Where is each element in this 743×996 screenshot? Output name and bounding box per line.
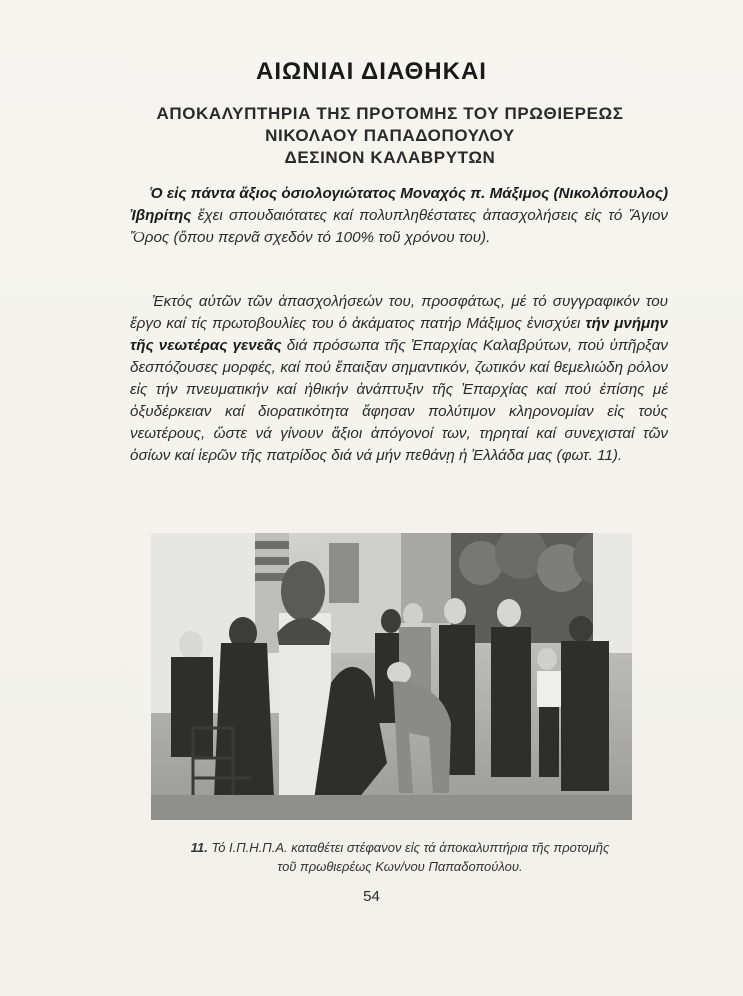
paragraph-1-bold: Ὁ εἰς πάντα ἄξιος ὁσιολογιώτατος Μοναχός π. Μάξιμος (Νικολόπουλος) Ἰβηρίτης xyxy=(130,185,668,224)
paragraph-2-text-after: διά πρόσωπα τῆς Ἐπαρχίας Καλαβρύτων, πού ὑπῆρξαν δεσπόζουσες μορφές, καί πού ἔπαιξαν σημαντικόν, ζωτικόν καί θεμελιώδη ρόλον εἰς τήν πνευματικήν καί ἠθικήν ἀνάπτυξιν τῆς Ἐπαρχίας καί πού ἐπίσης μέ ὀξυδέρκειαν καί διορατικότητα ἄφησαν πολύτιμον κληρονομίαν εἰς τούς νεωτέρους, ὥστε νά γίνουν ἄξιοι ἀπόγονοί των, τηρηταί καί συνεχισταί τῶν ὁσίων καί ἱερῶν τῆς πατρίδος διά νά μήν πεθάνῃ ἡ Ἑλλάδα μας (φωτ. 11). xyxy=(130,337,668,464)
article-heading-line-1: ΑΠΟΚΑΛΥΠΤΗΡΙΑ ΤΗΣ ΠΡΟΤΟΜΗΣ ΤΟΥ ΠΡΩΘΙΕΡΕΩΣ xyxy=(156,104,624,123)
page-number: 54 xyxy=(363,888,380,905)
paragraph-1 xyxy=(130,183,668,249)
paragraph-1-text: ἔχει σπουδαιότατες καί πολυπληθέστατες ἀπασχολήσεις εἰς τό Ἅγιον Ὄρος (ὅπου περνᾶ σχεδόν τό 100% τοῦ χρόνου του). xyxy=(130,207,668,246)
unveiling-ceremony-photo xyxy=(151,533,632,820)
caption-number: 11. xyxy=(190,840,208,855)
caption-line-2: τοῦ πρωθιερέως Κων/νου Παπαδοπούλου. xyxy=(277,859,523,874)
paragraph-2 xyxy=(130,291,668,467)
paragraph-2-bold: τήν μνήμην τῆς νεωτέρας γενεᾶς xyxy=(130,315,669,354)
caption-line-1: Τό Ι.Π.Η.Π.Α. καταθέτει στέφανον εἰς τά ἀποκαλυπτήρια τῆς προτομῆς xyxy=(211,840,610,855)
article-heading-line-3: ΔΕΣΙΝΟΝ ΚΑΛΑΒΡΥΤΩΝ xyxy=(284,148,496,167)
article-heading-line-2: ΝΙΚΟΛΑΟΥ ΠΑΠΑΔΟΠΟΥΛΟΥ xyxy=(265,126,515,145)
paragraph-2-text-before: Ἐκτός αὐτῶν τῶν ἀπασχολήσεών του, προσφάτως, μέ τό συγγραφικόν του ἔργο καί τίς πρωτοβουλίες του ὁ ἀκάματος πατήρ Μάξιμος ἐνισχύει xyxy=(130,293,668,332)
photo-caption xyxy=(120,838,680,876)
page-title: ΑΙΩΝΙΑΙ ΔΙΑΘΗΚΑΙ xyxy=(256,58,487,85)
